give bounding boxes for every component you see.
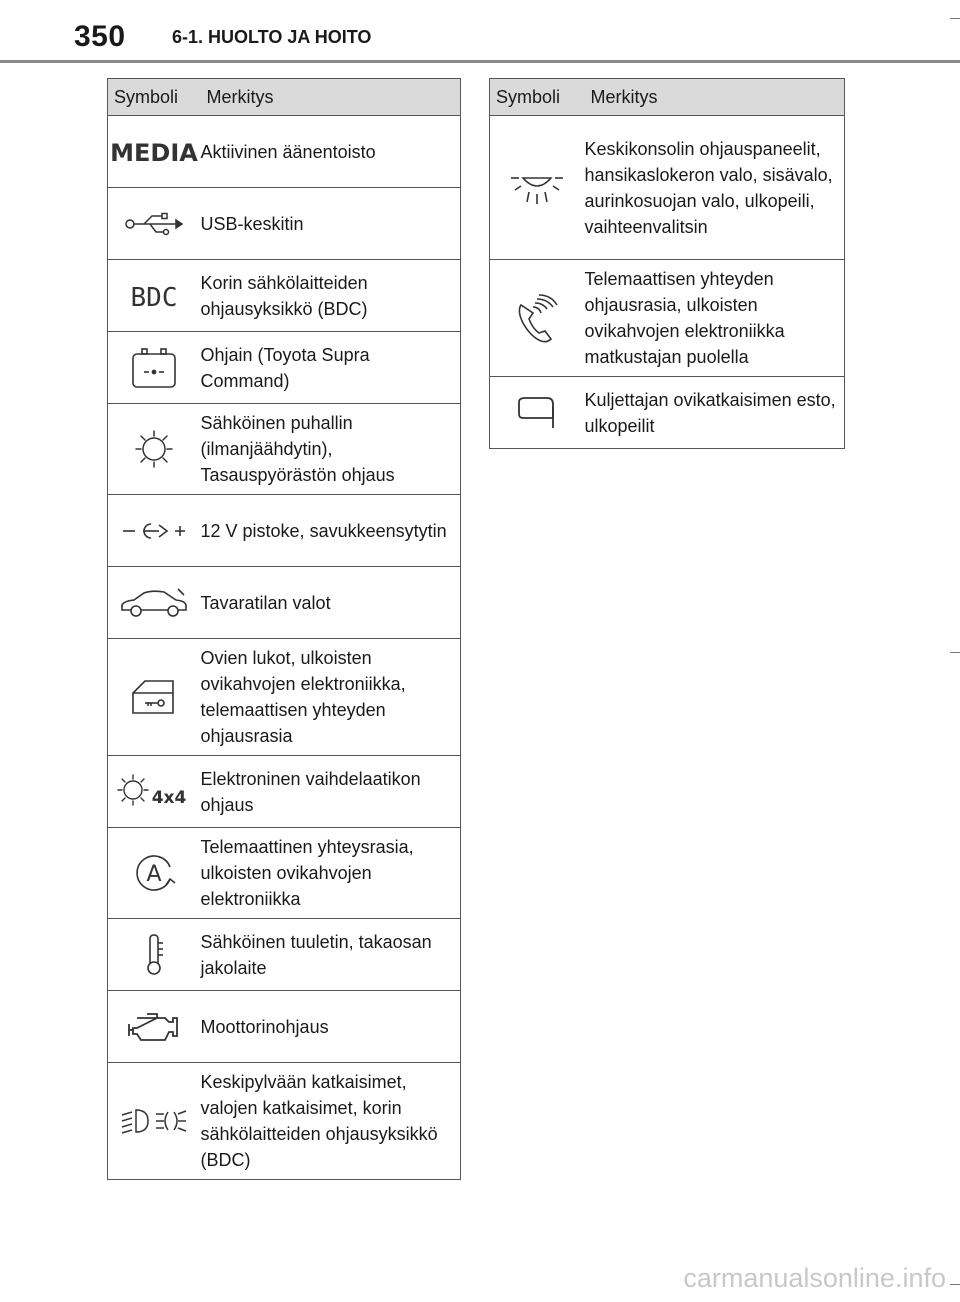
svg-text:4x4: 4x4 [151,787,187,808]
table-row [490,260,845,377]
table-row [108,260,461,332]
symbols-table-left [107,78,461,1180]
table-row [108,116,461,188]
gear-4x4-icon [117,772,191,812]
page-header [0,0,960,64]
meaning-text: Sähköinen tuuletin, takaosan jakolaite [201,919,461,991]
meaning-text: USB-keskitin [201,188,461,260]
table-row [108,828,461,919]
table-row [108,919,461,991]
column-header-symbol: Symboli [108,79,201,116]
table-row [108,495,461,567]
meaning-text: Telemaattinen yhteysrasia, ulkoisten ovikahvojen elektroniikka [201,828,461,919]
meaning-text: Ohjain (Toyota Supra Command) [201,332,461,404]
svg-text:MEDIA: MEDIA [110,138,199,167]
meaning-text: Korin sähkölaitteiden ohjausyksikkö (BDC) [201,260,461,332]
table-row [108,1063,461,1180]
car-icon [118,586,190,620]
fan-gear-icon [132,427,176,471]
interior-light-icon [509,168,565,208]
media-text-icon [110,138,199,167]
watermark: carmanualsonline.info [683,1263,946,1293]
table-row [490,377,845,449]
table-header-row [108,79,461,116]
bdc-text-icon [124,280,184,312]
column-header-meaning: Merkitys [585,79,845,116]
table-row [108,188,461,260]
table-row [108,991,461,1063]
header-rule [0,60,960,63]
edge-mark [950,18,960,19]
engine-icon [127,1010,181,1044]
thermometer-icon [139,933,169,977]
svg-text:BDC: BDC [130,282,178,313]
meaning-text: Sähköinen puhallin (ilmanjäähdytin), Tasauspyörästön ohjaus [201,404,461,495]
meaning-text: Ovien lukot, ulkoisten ovikahvojen elektroniikka, telemaattisen yhteyden ohjausrasia [201,639,461,756]
meaning-text: Kuljettajan ovikatkaisimen esto, ulkopeilit [585,377,845,449]
section-title: 6-1. HUOLTO JA HOITO [172,27,372,47]
svg-text:A: A [146,862,162,887]
table-row [108,756,461,828]
edge-mark [950,1284,960,1285]
meaning-text: Aktiivinen äänentoisto [201,116,461,188]
meaning-text: Keskipylvään katkaisimet, valojen katkaisimet, korin sähkölaitteiden ohjausyksikkö (BDC) [201,1063,461,1180]
edge-mark [950,652,960,653]
column-header-symbol: Symboli [490,79,585,116]
table-header-row [490,79,845,116]
meaning-text: Keskikonsolin ohjauspaneelit, hansikaslokeron valo, sisävalo, aurinkosuojan valo, ulkopeili, vaihteenvalitsin [585,116,845,260]
table-row [490,116,845,260]
column-header-meaning: Merkitys [201,79,461,116]
meaning-text: Tavaratilan valot [201,567,461,639]
table-row [108,567,461,639]
door-key-icon [129,677,179,717]
table-row [108,639,461,756]
table-row [108,332,461,404]
symbols-table-right [489,78,845,449]
meaning-text: 12 V pistoke, savukkeensytytin [201,495,461,567]
power-socket-icon [121,519,187,543]
controller-icon [130,346,178,390]
page-number: 350 [74,20,126,53]
emergency-call-icon [130,849,178,897]
headlight-icon [118,1106,190,1136]
table-row [108,404,461,495]
meaning-text: Telemaattisen yhteyden ohjausrasia, ulkoisten ovikahvojen elektroniikka matkustajan puolella [585,260,845,377]
mirror-icon [515,396,559,430]
meaning-text: Elektroninen vaihdelaatikon ohjaus [201,756,461,828]
telephone-icon [513,291,561,345]
meaning-text: Moottorinohjaus [201,991,461,1063]
usb-icon [124,212,184,236]
